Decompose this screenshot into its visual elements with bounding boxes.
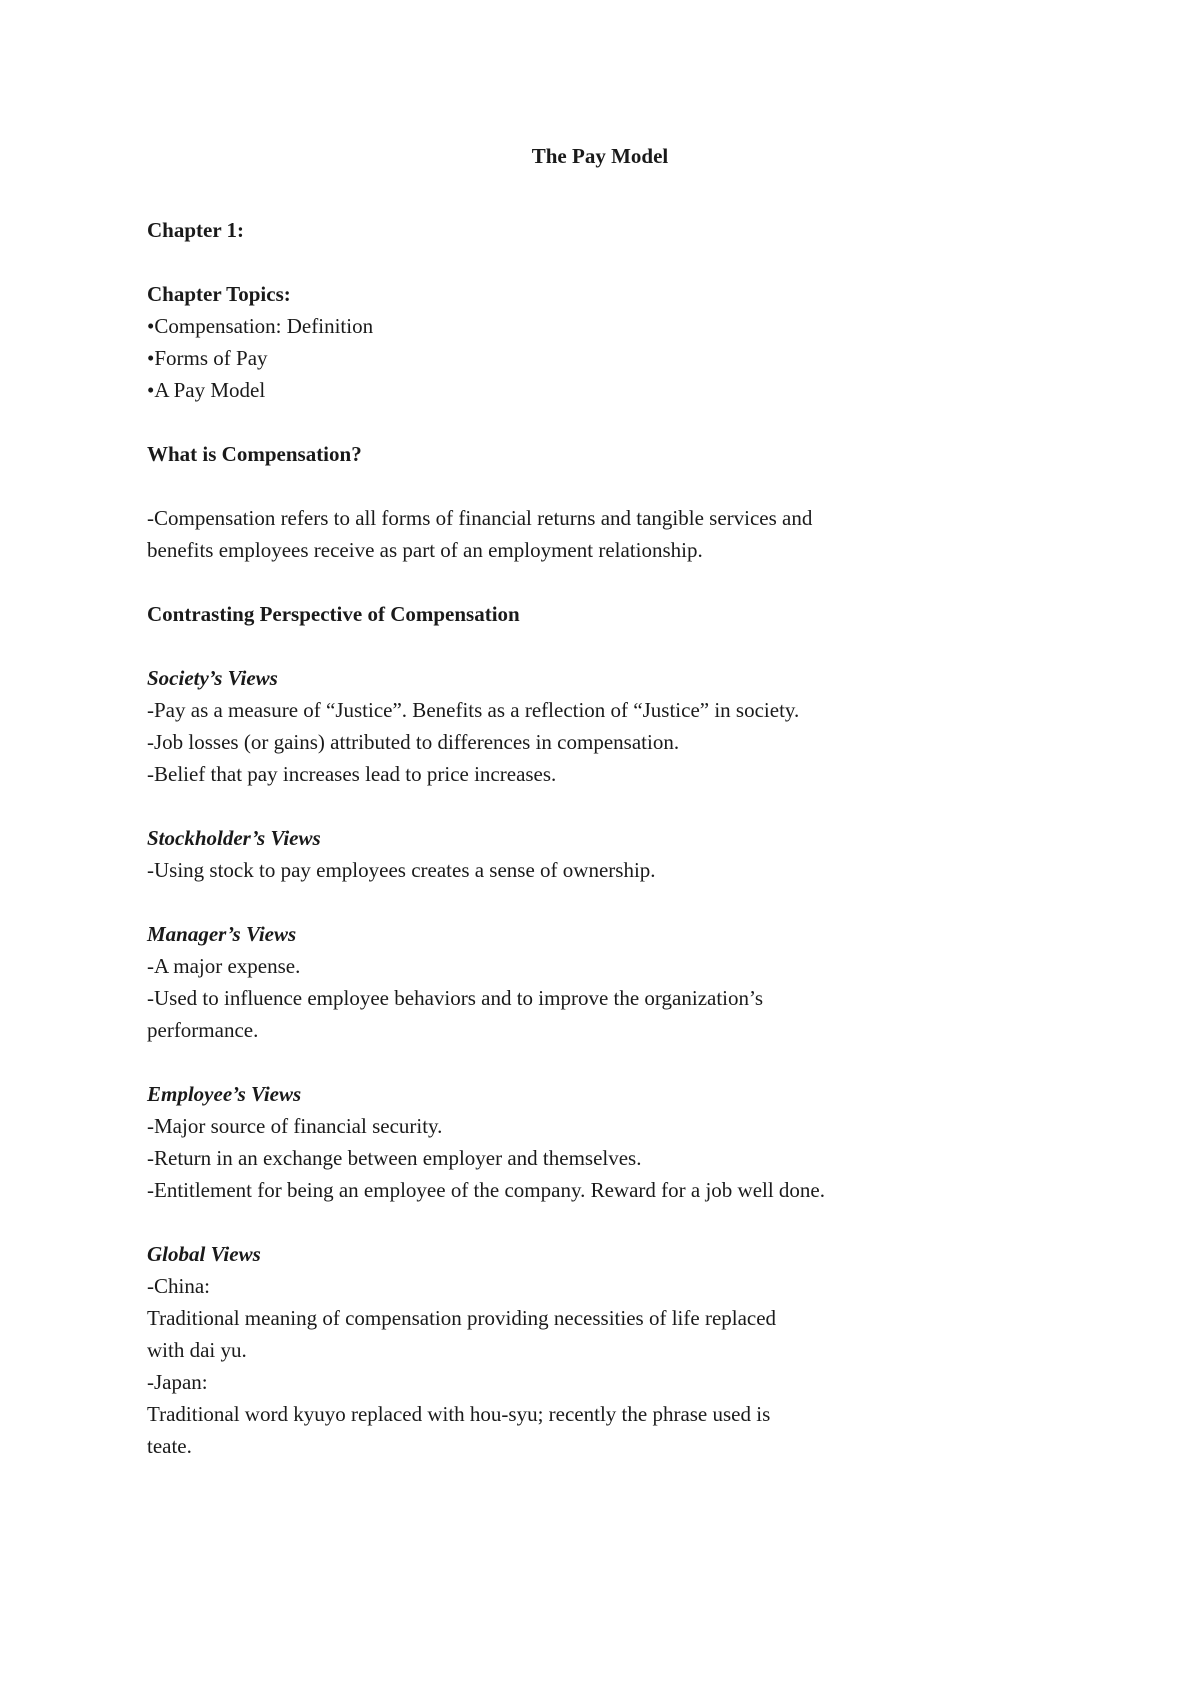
paragraph-line: Traditional word kyuyo replaced with hou-syu; recently the phrase used is bbox=[147, 1402, 771, 1426]
manager-heading: Manager’s Views bbox=[147, 922, 297, 946]
spacer bbox=[147, 246, 947, 278]
chapter-label: Chapter 1: bbox=[147, 218, 245, 242]
spacer bbox=[147, 630, 947, 662]
paragraph-line: -Used to influence employee behaviors and to improve the organization’s bbox=[147, 986, 764, 1010]
topic-item: •A Pay Model bbox=[147, 378, 266, 402]
spacer bbox=[147, 1046, 947, 1078]
paragraph-line: performance. bbox=[147, 1018, 259, 1042]
what-is-heading: What is Compensation? bbox=[147, 442, 362, 466]
paragraph-line: -Pay as a measure of “Justice”. Benefits as a reflection of “Justice” in society. bbox=[147, 698, 800, 722]
paragraph-line: -China: bbox=[147, 1274, 210, 1298]
document-title: The Pay Model bbox=[531, 144, 669, 168]
employee-heading: Employee’s Views bbox=[147, 1082, 302, 1106]
global-heading: Global Views bbox=[147, 1242, 261, 1266]
paragraph-line: -Belief that pay increases lead to price increases. bbox=[147, 762, 557, 786]
stockholder-heading: Stockholder’s Views bbox=[147, 826, 321, 850]
spacer bbox=[147, 566, 947, 598]
paragraph-line: with dai yu. bbox=[147, 1338, 247, 1362]
paragraph-line: -Major source of financial security. bbox=[147, 1114, 443, 1138]
spacer bbox=[147, 790, 947, 822]
paragraph-line: teate. bbox=[147, 1434, 192, 1458]
topic-item: •Forms of Pay bbox=[147, 346, 268, 370]
spacer bbox=[147, 886, 947, 918]
paragraph-line: benefits employees receive as part of an employment relationship. bbox=[147, 538, 703, 562]
paragraph-line: -Using stock to pay employees creates a sense of ownership. bbox=[147, 858, 656, 882]
document-body bbox=[147, 214, 947, 1462]
paragraph-line: -A major expense. bbox=[147, 954, 301, 978]
paragraph-line: -Compensation refers to all forms of financial returns and tangible services and bbox=[147, 506, 813, 530]
topic-item: •Compensation: Definition bbox=[147, 314, 374, 338]
contrasting-heading: Contrasting Perspective of Compensation bbox=[147, 602, 520, 626]
society-heading: Society’s Views bbox=[147, 666, 278, 690]
spacer bbox=[147, 470, 947, 502]
spacer bbox=[147, 1206, 947, 1238]
topics-heading: Chapter Topics: bbox=[147, 282, 291, 306]
paragraph-line: -Entitlement for being an employee of the company. Reward for a job well done. bbox=[147, 1178, 825, 1202]
paragraph-line: Traditional meaning of compensation providing necessities of life replaced bbox=[147, 1306, 777, 1330]
paragraph-line: -Japan: bbox=[147, 1370, 208, 1394]
paragraph-line: -Job losses (or gains) attributed to differences in compensation. bbox=[147, 730, 680, 754]
spacer bbox=[147, 406, 947, 438]
paragraph-line: -Return in an exchange between employer and themselves. bbox=[147, 1146, 642, 1170]
